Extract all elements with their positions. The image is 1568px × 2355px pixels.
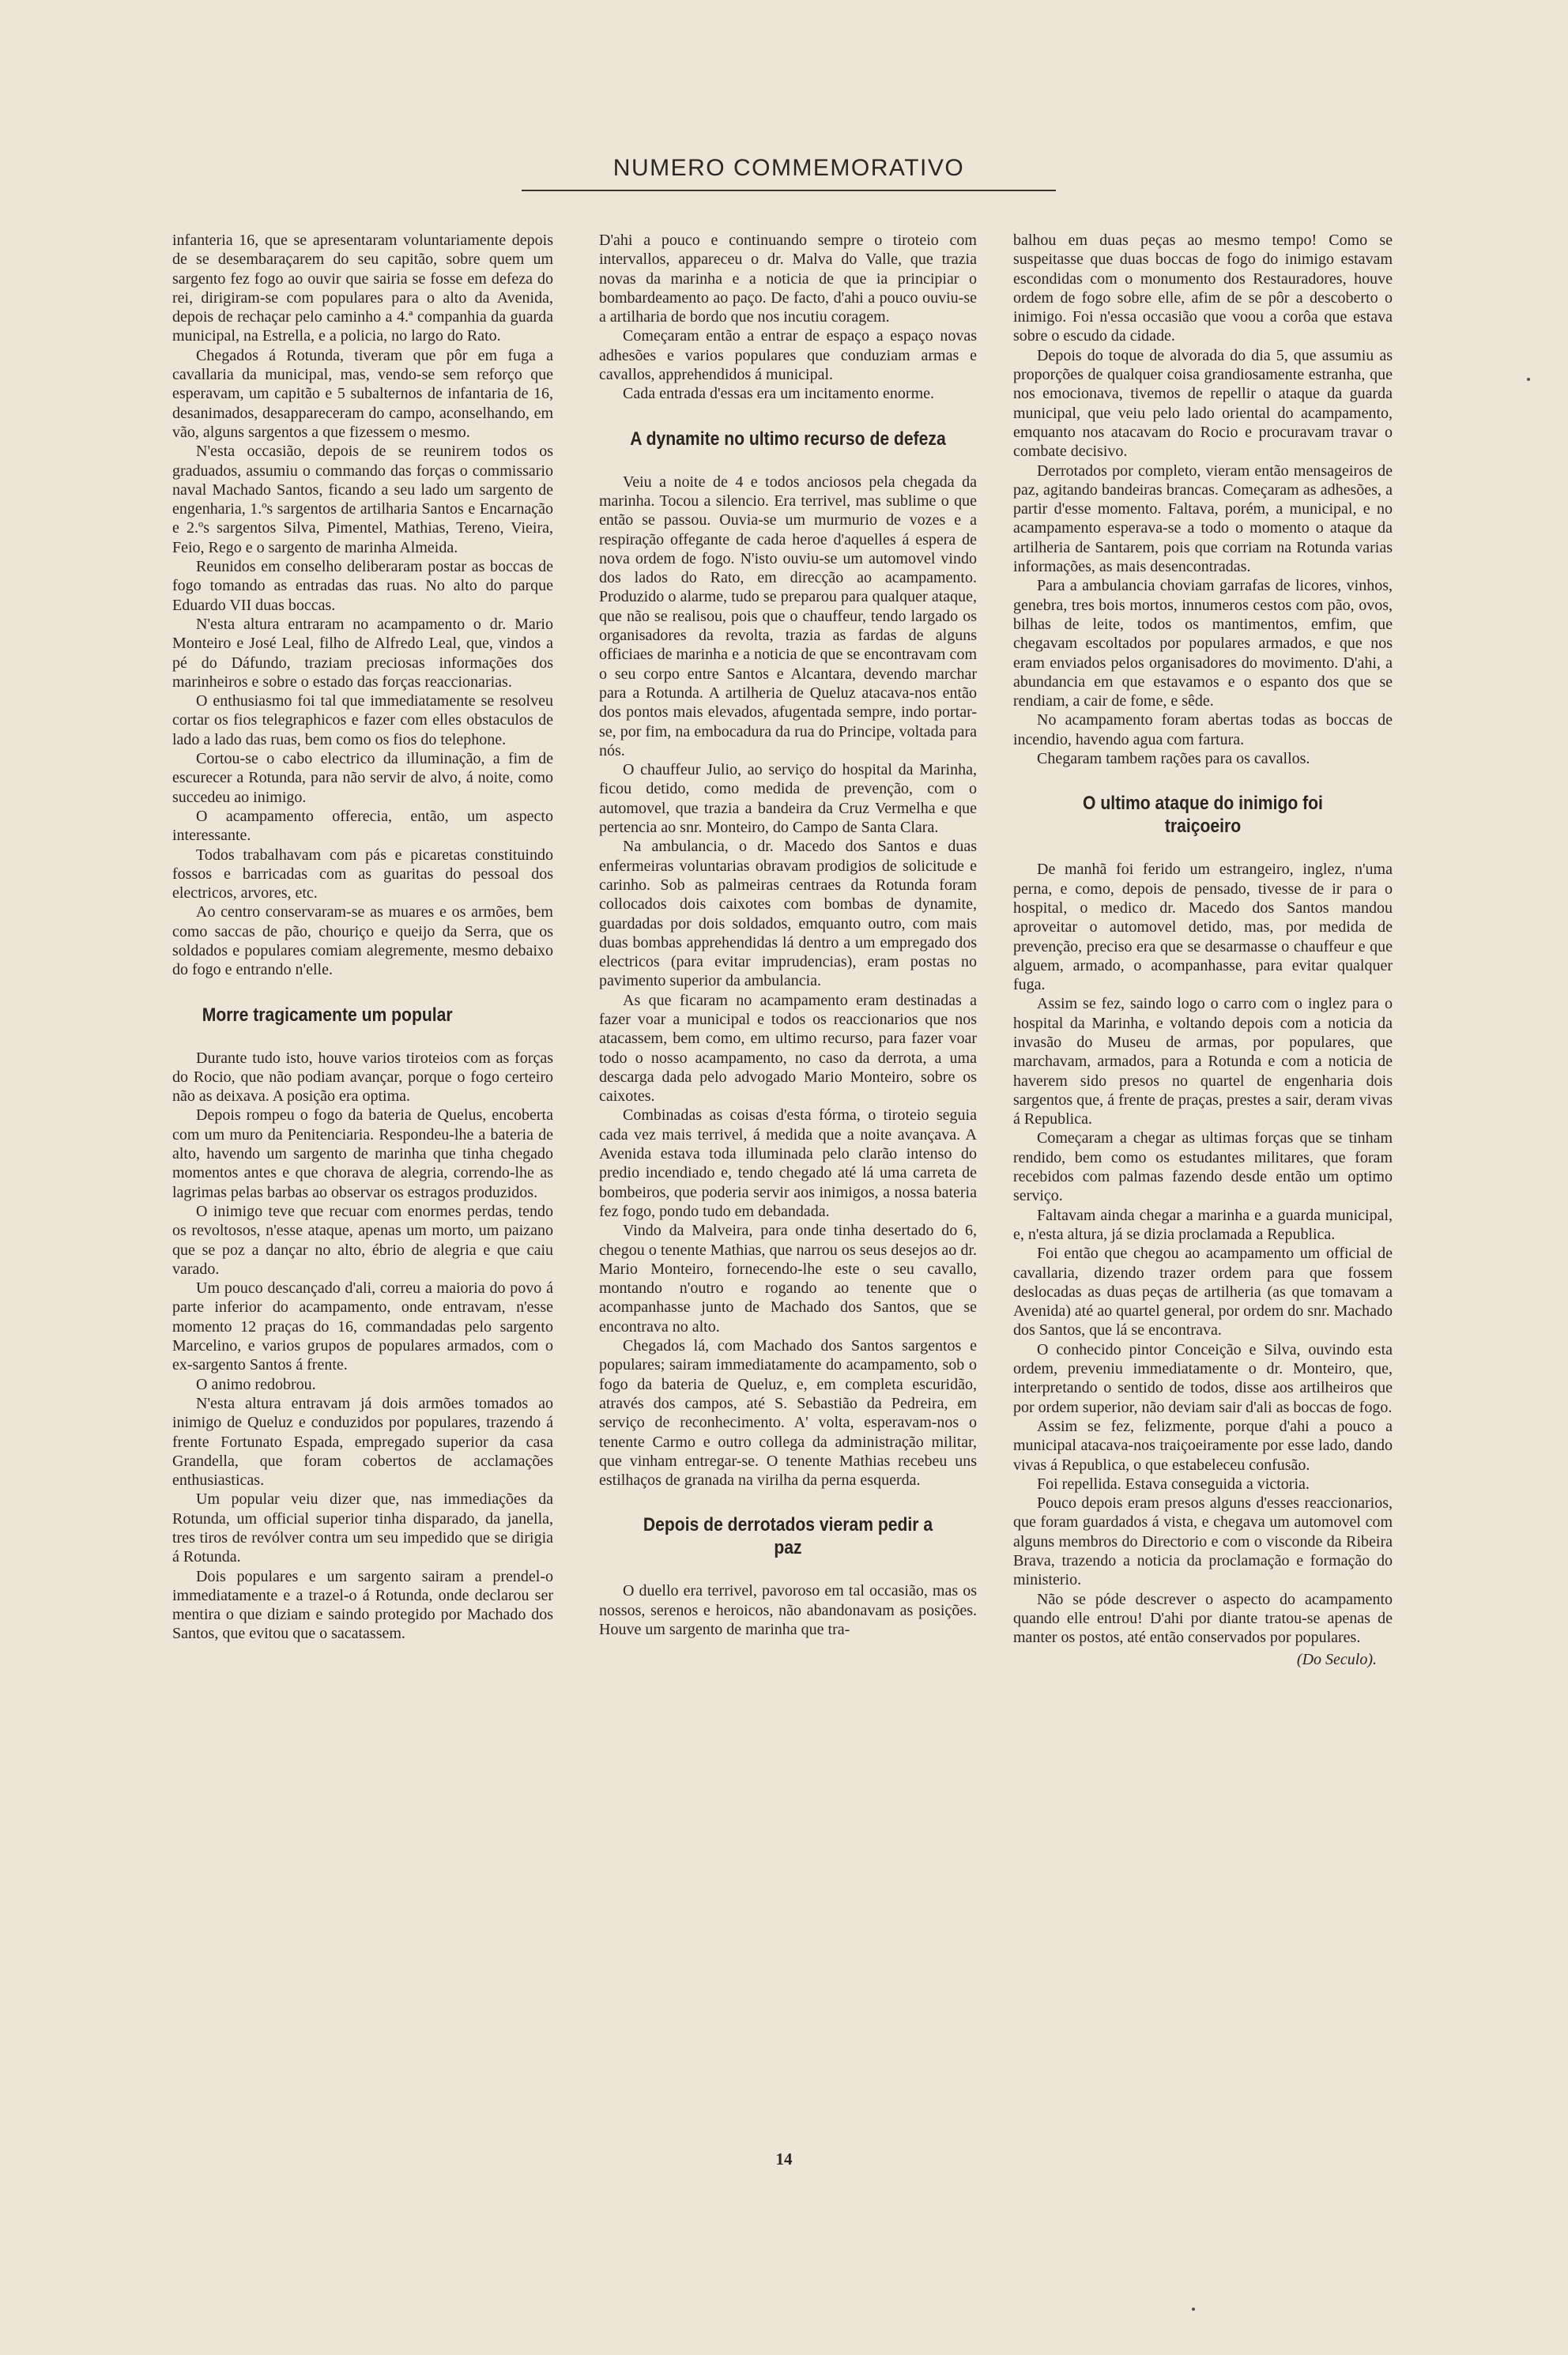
paragraph: Começaram a chegar as ultimas forças que se tinham rendido, bem como os estudantes militares, que foram recebidos com palmas fazendo desde então um optimo serviço. bbox=[1013, 1129, 1393, 1205]
paragraph: O acampamento offerecia, então, um aspecto interessante. bbox=[172, 807, 553, 845]
page-header-title: NUMERO COMMEMORATIVO bbox=[612, 155, 965, 181]
paragraph: Pouco depois eram presos alguns d'esses reaccionarios, que foram guardados á vista, e chegava um automovel com alguns membros do Directorio e com o visconde da Ribeira Brava, trazendo a noticia da proclamação e formação do ministerio. bbox=[1013, 1494, 1393, 1589]
paragraph: N'esta occasião, depois de se reunirem todos os graduados, assumiu o commando das forças o commissario naval Machado Santos, ficando a seu lado um sargento de engenharia, 1.ºs sargentos de artilharia Santos e Encarnação e 2.ºs sargentos Silva, Pimentel, Mathias, Tereno, Vieira, Feio, Rego e o sargento de marinha Almeida. bbox=[172, 443, 553, 556]
paragraph: Não se póde descrever o aspecto do acampamento quando elle entrou! D'ahi por diante tratou-se apenas de manter os postos, até então conservados por populares. bbox=[1013, 1590, 1393, 1647]
paragraph: O chauffeur Julio, ao serviço do hospital da Marinha, ficou detido, como medida de prevenção, com o automovel, que trazia a bandeira da Cruz Vermelha e que pertencia ao snr. Monteiro, do Campo de Santa Clara. bbox=[599, 761, 977, 837]
paper-speck bbox=[1527, 378, 1530, 381]
paragraph: Veiu a noite de 4 e todos anciosos pela chegada da marinha. Tocou a silencio. Era terrivel, mas sublime o que então se passou. Ouvia-se um murmurio de vozes e a respiração offegante de cada heroe d'aquelles á espera de nova ordem de fogo. N'isto ouviu-se um automovel vindo dos lados do Rato, em direcção ao acampamento. Produzido o alarme, tudo se preparou para qualquer ataque, que não se realisou, pois que o chauffeur, tendo largado os organisadores da revolta, trazia as fardas de alguns officiaes de marinha e a noticia de que se encontravam com o seu corpo entre Santos e Alcantara, devendo marchar para a Rotunda. A artilheria de Queluz atacava-nos então dos pontos mais elevados, afugentada sempre, indo portar-se, por fim, na embocadura da rua do Principe, voltada para nós. bbox=[599, 473, 977, 759]
paragraph: O animo redobrou. bbox=[196, 1375, 316, 1393]
paragraph: O enthusiasmo foi tal que immediatamente se resolveu cortar os fios telegraphicos e fazer com elles obstaculos de lado a lado das ruas, bem como os fios do telephone. bbox=[172, 692, 553, 748]
paragraph: infanteria 16, que se apresentaram voluntariamente depois de se desembaraçarem do seu capitão, sobre quem um sargento fez fogo ao ouvir que sairia se fosse em defeza do rei, dirigiram-se com populares para o alto da Avenida, depois de rechaçar pelo caminho a 4.ª companhia da guarda municipal, na Estrella, e a policia, no largo do Rato. bbox=[172, 232, 553, 345]
paragraph: Começaram então a entrar de espaço a espaço novas adhesões e varios populares que conduziam armas e cavallos, apprehendidos á municipal. bbox=[599, 327, 977, 384]
section-heading: Morre tragicamente um popular bbox=[202, 1004, 453, 1026]
section-heading: O ultimo ataque do inimigo foi traiçoeiro bbox=[1083, 793, 1323, 838]
source-attribution: (Do Seculo). bbox=[1296, 1651, 1377, 1669]
paragraph: Todos trabalhavam com pás e picaretas constituindo fossos e barricadas com as guaritas do pessoal dos electricos, arvores, etc. bbox=[172, 846, 553, 902]
paragraph: Chegaram tambem rações para os cavallos. bbox=[1037, 750, 1310, 768]
paragraph: Chegados lá, com Machado dos Santos sargentos e populares; sairam immediatamente do acampamento, sob o fogo da bateria de Queluz, e, em completa escuridão, através dos campos, até S. Sebastião da Pedreira, em serviço de reconhecimento. A' volta, esperavam-nos o tenente Carmo e outro collega da administração militar, que vinham entregar-se. O tenente Mathias recebeu uns estilhaços de granada na virilha da perna esquerda. bbox=[599, 1337, 977, 1490]
paragraph: As que ficaram no acampamento eram destinadas a fazer voar a municipal e todos os reaccionarios que nos atacassem, bem como, em ultimo recurso, para fazer voar todo o nosso acampamento, no caso da derrota, a uma descarga dada pelo advogado Mario Monteiro, sobre os caixotes. bbox=[599, 991, 977, 1106]
paragraph: Depois rompeu o fogo da bateria de Quelus, encoberta com um muro da Penitenciaria. Respondeu-lhe a bateria de alto, havendo um sargento de marinha que tinha chegado momentos antes e que chorava de alegria, correndo-lhe as lagrimas pelas barbas ao observar os estragos produzidos. bbox=[172, 1106, 553, 1201]
paragraph: Durante tudo isto, houve varios tiroteios com as forças do Rocio, que não podiam avançar, porque o fogo certeiro não as deixava. A posição era optima. bbox=[172, 1049, 553, 1106]
paper-speck bbox=[1192, 2308, 1195, 2311]
paragraph: Ao centro conservaram-se as muares e os armões, bem como saccas de pão, chouriço e queijo da Serra, que os soldados e populares comiam alegremente, mesmo debaixo do fogo e entrando n'elle. bbox=[172, 903, 553, 979]
section-heading: A dynamite no ultimo recurso de defeza bbox=[630, 428, 946, 450]
paragraph: O duello era terrivel, pavoroso em tal occasião, mas os nossos, serenos e heroicos, não abandonavam as posições. Houve um sargento de marinha que tra- bbox=[599, 1582, 977, 1638]
paragraph: Depois do toque de alvorada do dia 5, que assumiu as proporções de qualquer coisa grandiosamente estranha, que nos emocionava, tivemos de repellir o ataque da guarda municipal, que veiu pelo lado oriental do acampamento, emquanto nos atacavam do Rocio e procuravam travar o combate decisivo. bbox=[1013, 346, 1393, 461]
paragraph: Vindo da Malveira, para onde tinha desertado do 6, chegou o tenente Mathias, que narrou os seus desejos ao dr. Mario Monteiro, fornecendo-lhe este o seu cavallo, montando n'outro e rogando ao tenente que o acompanhasse junto de Machado dos Santos, que se encontrava no alto. bbox=[599, 1222, 977, 1336]
section-heading: Depois de derrotados vieram pedir a paz bbox=[643, 1514, 933, 1559]
paragraph: Um popular veiu dizer que, nas immediações da Rotunda, um official superior tinha disparado, da janella, tres tiros de revólver contra um seu impedido que se dirigia á Rotunda. bbox=[172, 1490, 553, 1566]
column-3 bbox=[1013, 231, 1393, 1670]
paragraph: Faltavam ainda chegar a marinha e a guarda municipal, e, n'esta altura, já se dizia proclamada a Republica. bbox=[1013, 1206, 1393, 1243]
column-1 bbox=[172, 231, 553, 1644]
paragraph: N'esta altura entravam já dois armões tomados ao inimigo de Queluz e conduzidos por populares, trazendo á frente Fortunato Espada, empregado superior da casa Grandella, que foram cobertos de acclamações enthusiasticas. bbox=[172, 1394, 553, 1490]
paragraph: N'esta altura entraram no acampamento o dr. Mario Monteiro e José Leal, filho de Alfredo Leal, que, vindos a pé do Dáfundo, traziam preciosas informações dos marinheiros e sobre o estado das forças reaccionarias. bbox=[172, 615, 553, 691]
paragraph: D'ahi a pouco e continuando sempre o tiroteio com intervallos, appareceu o dr. Malva do Valle, que trazia novas da marinha e a noticia de que ia principiar o bombardeamento ao paço. De facto, d'ahi a pouco ouviu-se a artilharia de bordo que nos incutiu coragem. bbox=[599, 232, 977, 326]
paragraph: Um pouco descançado d'ali, correu a maioria do povo á parte inferior do acampamento, onde entravam, n'esse momento 12 praças do 16, commandadas pelo sargento Marcelino, e varios grupos de populares armados, com o ex-sargento Santos á frente. bbox=[172, 1279, 553, 1374]
paragraph: Foi então que chegou ao acampamento um official de cavallaria, dizendo trazer ordem para que fossem deslocadas as duas peças de artilheria (as que tomavam a Avenida) até ao quartel general, por ordem do snr. Machado dos Santos, que lá se encontrava. bbox=[1013, 1245, 1393, 1340]
paragraph: Dois populares e um sargento sairam a prendel-o immediatamente e a trazel-o á Rotunda, onde declarou ser mentira o que diziam e saindo protegido por Machado dos Santos, que evitou que o sacatassem. bbox=[172, 1567, 553, 1643]
paragraph: Combinadas as coisas d'esta fórma, o tiroteio seguia cada vez mais terrivel, á medida que a noite avançava. A Avenida estava toda illuminada pelo clarão intenso do predio incendiado e, tendo chegado até lá uma carreta de bombeiros, que poderia servir aos inimigos, a nossa bateria fez fogo, pondo tudo em debandada. bbox=[599, 1106, 977, 1220]
paragraph: Reunidos em conselho deliberaram postar as boccas de fogo tomando as entradas das ruas. No alto do parque Eduardo VII duas boccas. bbox=[172, 558, 553, 614]
paragraph: De manhã foi ferido um estrangeiro, inglez, n'uma perna, e como, depois de pensado, tivesse de ir para o hospital, o medico dr. Macedo dos Santos mandou aproveitar o automovel detido, mas, por medida de prevenção, preciso era que se desarmasse o chauffeur e que alguem, armado, o acompanhasse, para evitar qualquer fuga. bbox=[1013, 861, 1393, 994]
column-2 bbox=[599, 231, 977, 1639]
paragraph: Chegados á Rotunda, tiveram que pôr em fuga a cavallaria da municipal, mas, vendo-se sem reforço que esperavam, um capitão e 5 subalternos de infantaria de 16, desanimados, desappareceram do campo, aconselhando, em vão, alguns sargentos a que fizessem o mesmo. bbox=[172, 346, 553, 441]
paragraph: Assim se fez, saindo logo o carro com o inglez para o hospital da Marinha, e voltando depois com a noticia da invasão do Museu de armas, por populares, que marchavam, armados, para a Rotunda e com a noticia de haverem sido presos no quartel de engenharia dois sargentos que, á frente de praças, prestes a sair, deram vivas á Republica. bbox=[1013, 995, 1393, 1129]
paragraph: O conhecido pintor Conceição e Silva, ouvindo esta ordem, preveniu immediatamente o dr. Monteiro, que, interpretando o sentido de todos, disse aos artilheiros que por ordem superior, não deviam sair d'ali as boccas de fogo. bbox=[1013, 1340, 1393, 1416]
paragraph: No acampamento foram abertas todas as boccas de incendio, havendo agua com fartura. bbox=[1013, 711, 1393, 748]
paragraph: balhou em duas peças ao mesmo tempo! Como se suspeitasse que duas boccas de fogo do inimigo estavam escondidas com o monumento dos Restauradores, houve ordem de fogo sobre elle, afim de se pôr a descoberto o inimigo. Foi n'essa occasião que voou a corôa que estava sobre o escudo da cidade. bbox=[1013, 232, 1393, 345]
paragraph: O inimigo teve que recuar com enormes perdas, tendo os revoltosos, n'esse ataque, apenas um morto, um paizano que se poz a dançar no alto, ébrio de alegria e que caiu varado. bbox=[172, 1202, 553, 1278]
paragraph: Foi repellida. Estava conseguida a victoria. bbox=[1037, 1475, 1310, 1493]
paragraph: Assim se fez, felizmente, porque d'ahi a pouco a municipal atacava-nos traiçoeiramente por esse lado, dando vivas á Republica, o que estabeleceu confusão. bbox=[1013, 1417, 1393, 1474]
paragraph: Cortou-se o cabo electrico da illuminação, a fim de escurecer a Rotunda, para não servir de alvo, á noite, como succedeu ao inimigo. bbox=[172, 750, 553, 806]
header-rule bbox=[522, 190, 1056, 191]
paragraph: Na ambulancia, o dr. Macedo dos Santos e duas enfermeiras voluntarias obravam prodigios de solicitude e carinho. Sob as palmeiras centraes da Rotunda foram collocados dois caixotes com bombas de dynamite, guardadas por dois soldados, emquanto outro, com mais duas bombas apprehendidas lá dentro a um empregado dos electricos (para evitar imprudencias), eram postas no pavimento superior da ambulancia. bbox=[599, 838, 977, 990]
paragraph: Para a ambulancia choviam garrafas de licores, vinhos, genebra, tres bois mortos, innumeros cestos com pão, ovos, bilhas de leite, todos os mantimentos, emfim, que chegavam escoltados por populares armados, e que nos eram enviados pelos organisadores do movimento. D'ahi, a abundancia em que estavamos e o espanto dos que se rendiam, a cair de fome, e sêde. bbox=[1013, 577, 1393, 710]
page-number: 14 bbox=[775, 2150, 793, 2168]
paragraph: Cada entrada d'essas era um incitamento enorme. bbox=[623, 385, 935, 403]
paragraph: Derrotados por completo, vieram então mensageiros de paz, agitando bandeiras brancas. Começaram as adhesões, a partir d'esse momento. Faltava, porém, a municipal, e no acampamento esperava-se a todo o momento o ataque da artilheria de Santarem, pois que corriam na Rotunda varias informações, as mais desencontradas. bbox=[1013, 462, 1393, 576]
